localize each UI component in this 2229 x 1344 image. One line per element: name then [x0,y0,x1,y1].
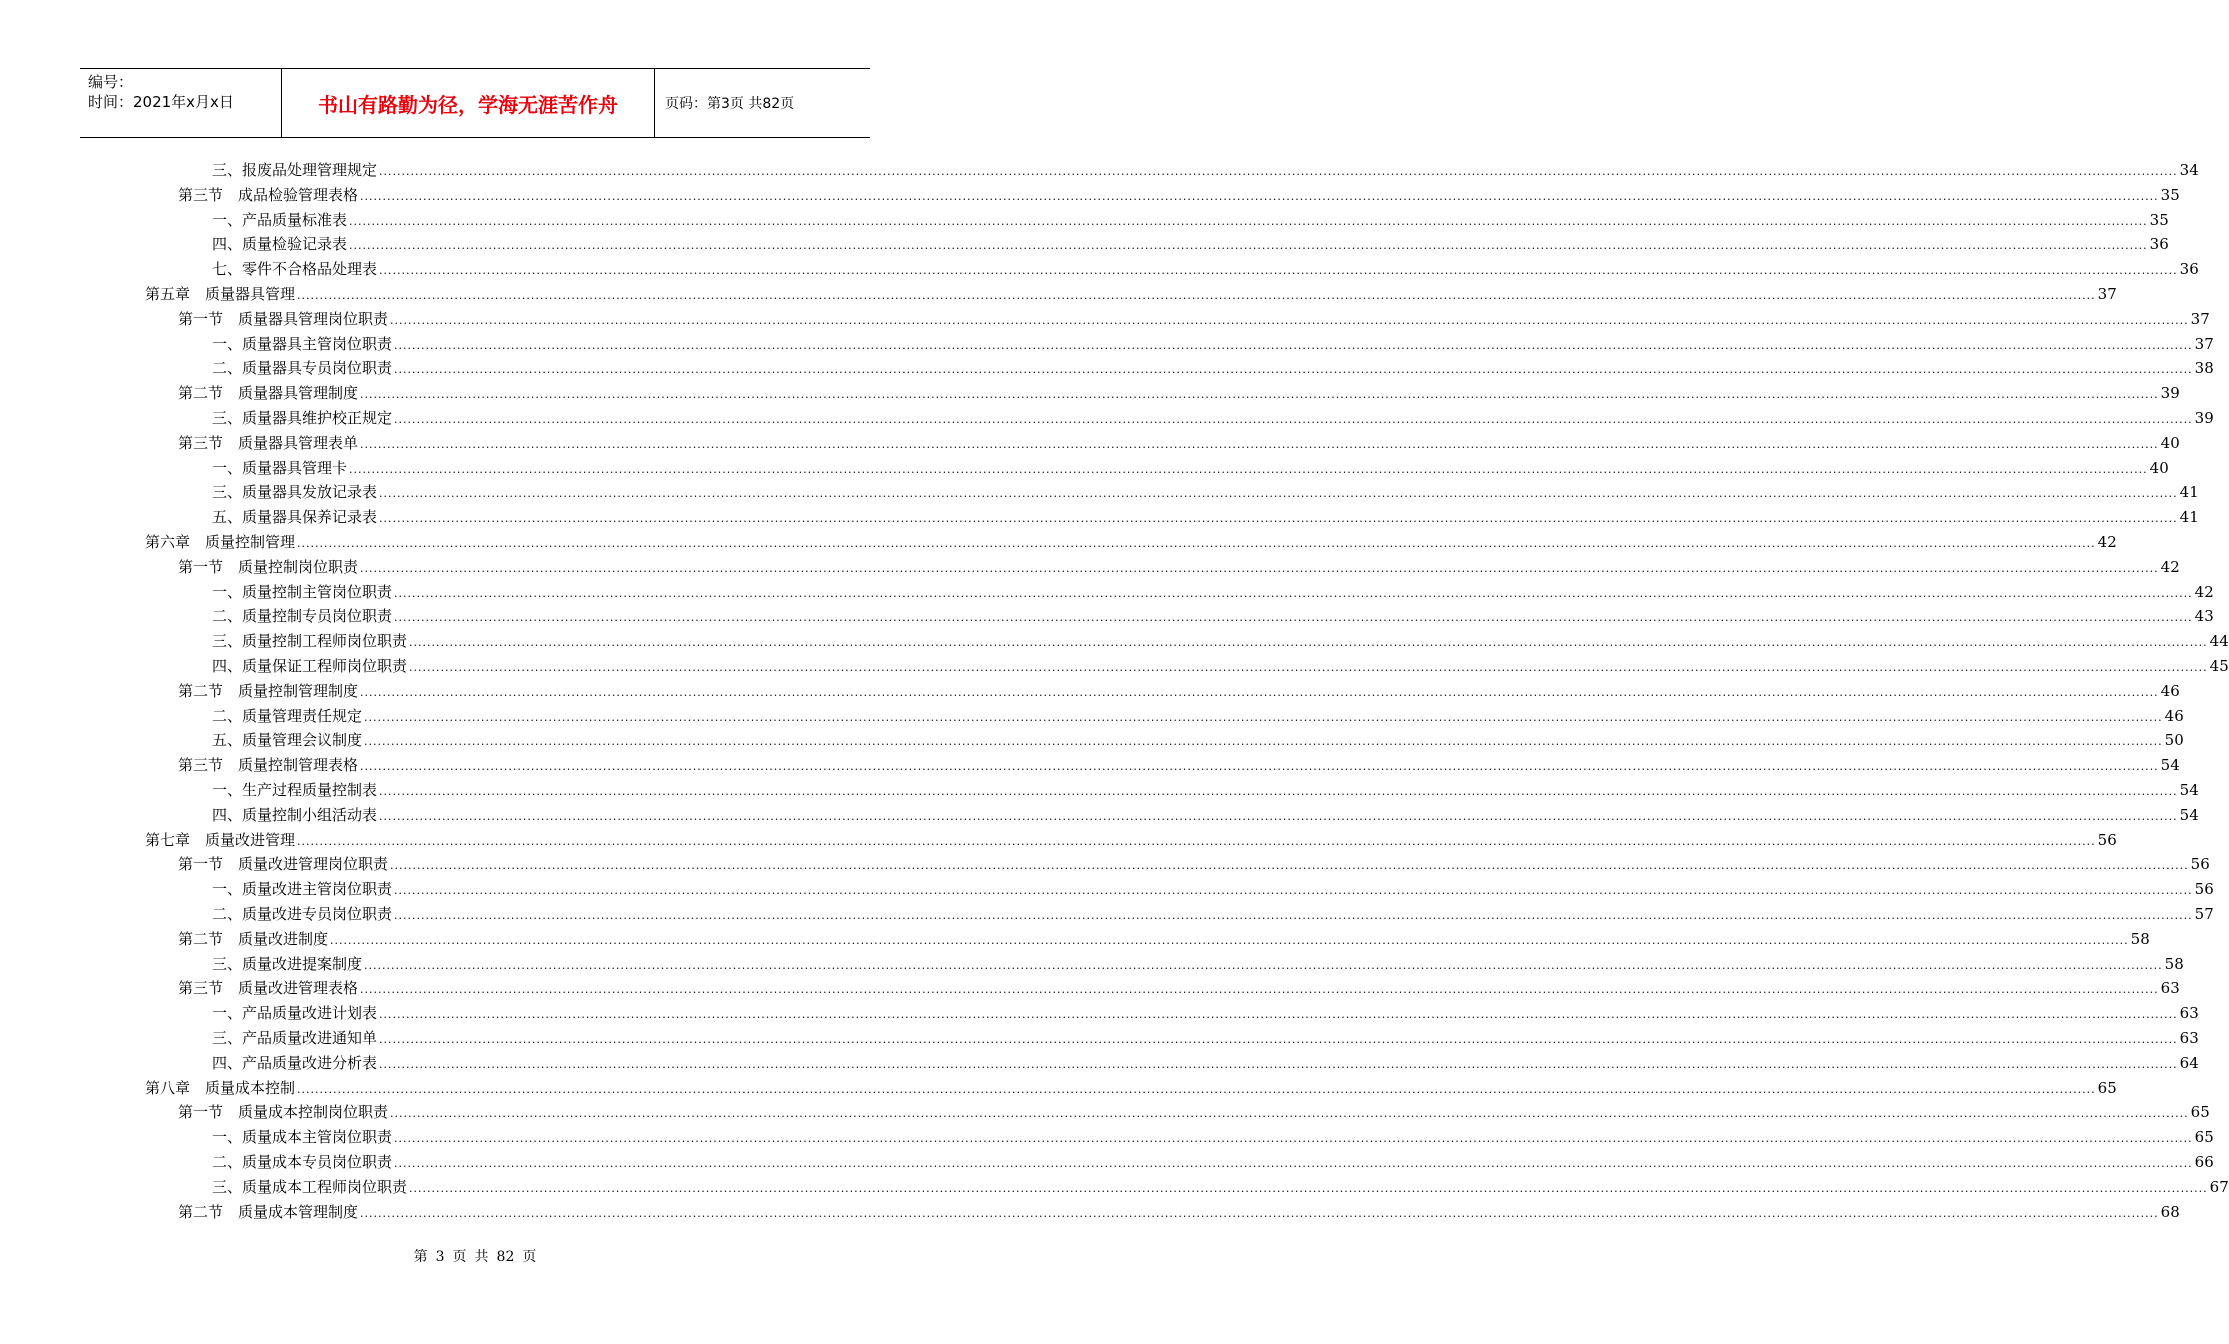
toc-entry-page: 43 [2194,607,2214,626]
toc-entry[interactable] [178,183,2180,208]
toc-dot-leader: ................................................................................................................................................................................................................................................................................................................................................................................................................ [349,214,2148,228]
page-footer [0,1246,950,1266]
toc-entry[interactable] [212,1150,2214,1175]
toc-entry[interactable] [212,208,2169,233]
toc-entry[interactable] [212,332,2214,357]
toc-entry-page: 44 [2209,632,2229,651]
footer-ye-2: 页 [522,1249,537,1265]
toc-entry-title: 一、质量改进主管岗位职责 [212,880,393,899]
toc-dot-leader: ................................................................................................................................................................................................................................................................................................................................................................................................................ [390,859,2189,873]
toc-entry[interactable] [212,877,2214,902]
toc-entry-page: 36 [2149,235,2169,254]
toc-entry[interactable] [178,852,2210,877]
toc-dot-leader: ................................................................................................................................................................................................................................................................................................................................................................................................................ [394,338,2193,352]
toc-entry-page: 63 [2179,1004,2199,1023]
toc-entry-page: 39 [2160,384,2180,403]
toc-entry[interactable] [178,555,2180,580]
toc-dot-leader: ................................................................................................................................................................................................................................................................................................................................................................................................................ [330,933,2129,947]
toc-dot-leader: ................................................................................................................................................................................................................................................................................................................................................................................................................ [394,413,2193,426]
toc-entry-title: 第五章 质量器具管理 [145,285,296,303]
toc-dot-leader: ................................................................................................................................................................................................................................................................................................................................................................................................................ [360,1206,2159,1220]
toc-entry-page: 65 [2194,1128,2214,1147]
toc-dot-leader: ................................................................................................................................................................................................................................................................................................................................................................................................................ [297,289,2096,302]
toc-dot-leader: ................................................................................................................................................................................................................................................................................................................................................................................................................ [360,189,2159,203]
toc-dot-leader: ................................................................................................................................................................................................................................................................................................................................................................................................................ [364,735,2163,749]
toc-dot-leader: ................................................................................................................................................................................................................................................................................................................................................................................................................ [360,561,2159,575]
toc-entry-title: 一、质量器具主管岗位职责 [212,334,393,353]
toc-entry[interactable] [212,1001,2199,1026]
toc-entry-title: 三、质量改进提案制度 [212,954,363,973]
toc-entry-page: 63 [2179,1029,2199,1047]
toc-entry[interactable] [178,927,2150,952]
toc-entry-title: 一、产品质量标准表 [212,210,348,229]
toc-entry[interactable] [145,530,2117,555]
toc-entry-page: 39 [2194,409,2214,427]
toc-entry-page: 45 [2209,657,2229,675]
toc-dot-leader: ................................................................................................................................................................................................................................................................................................................................................................................................................ [394,1157,2193,1170]
toc-dot-leader: ................................................................................................................................................................................................................................................................................................................................................................................................................ [360,685,2159,699]
toc-dot-leader: ................................................................................................................................................................................................................................................................................................................................................................................................................ [360,437,2159,451]
toc-entry[interactable] [212,257,2199,282]
footer-gong: 共 [474,1249,489,1265]
toc-entry-page: 40 [2160,433,2180,452]
header-time-label: 时间：2021年x月x日 [88,93,234,111]
toc-dot-leader: ................................................................................................................................................................................................................................................................................................................................................................................................................ [394,363,2193,377]
toc-dot-leader: ................................................................................................................................................................................................................................................................................................................................................................................................................ [379,809,2178,823]
toc-dot-leader: ................................................................................................................................................................................................................................................................................................................................................................................................................ [297,1082,2096,1096]
footer-total-pages: 82 [496,1249,515,1265]
toc-entry-page: 42 [2097,533,2117,551]
toc-entry-title: 第二节 质量器具管理制度 [178,384,359,403]
header-motto: 书山有路勤为径，学海无涯苦作舟 [282,69,655,137]
toc-entry-page: 63 [2160,979,2180,998]
toc-entry-page: 37 [2097,285,2117,303]
toc-entry-page: 67 [2209,1177,2229,1196]
toc-entry-page: 54 [2179,805,2199,824]
footer-page-number: 3 [435,1249,445,1265]
toc-entry-title: 三、质量器具维护校正规定 [212,409,393,427]
toc-entry-page: 64 [2179,1053,2199,1072]
toc-entry-title: 第八章 质量成本控制 [145,1078,296,1097]
toc-entry-title: 一、质量成本主管岗位职责 [212,1128,393,1147]
toc-entry-page: 50 [2164,731,2184,750]
toc-entry-page: 56 [2194,880,2214,899]
toc-entry[interactable] [212,480,2199,505]
toc-dot-leader: ................................................................................................................................................................................................................................................................................................................................................................................................................ [379,1033,2178,1046]
toc-entry-page: 46 [2164,706,2184,725]
toc-dot-leader: ................................................................................................................................................................................................................................................................................................................................................................................................................ [379,487,2178,501]
toc-entry[interactable] [212,604,2214,629]
toc-dot-leader: ................................................................................................................................................................................................................................................................................................................................................................................................................ [297,537,2096,550]
toc-dot-leader: ................................................................................................................................................................................................................................................................................................................................................................................................................ [394,909,2193,922]
toc-entry-title: 二、质量成本专员岗位职责 [212,1153,393,1171]
toc-entry-page: 57 [2194,905,2214,923]
toc-entry-title: 第三节 质量器具管理表单 [178,433,359,452]
toc-entry[interactable] [212,158,2199,183]
toc-dot-leader: ................................................................................................................................................................................................................................................................................................................................................................................................................ [360,388,2159,402]
toc-entry[interactable] [212,1125,2214,1150]
toc-dot-leader: ................................................................................................................................................................................................................................................................................................................................................................................................................ [349,462,2148,476]
toc-entry-page: 65 [2190,1103,2210,1122]
toc-entry-title: 第二节 质量改进制度 [178,929,329,948]
toc-entry-page: 36 [2179,260,2199,279]
toc-entry[interactable] [178,679,2180,704]
toc-dot-leader: ................................................................................................................................................................................................................................................................................................................................................................................................................ [379,1008,2178,1022]
toc-entry-title: 第一节 质量器具管理岗位职责 [178,309,389,328]
toc-entry[interactable] [145,1076,2117,1101]
toc-entry-title: 第三节 成品检验管理表格 [178,185,359,204]
toc-dot-leader: ................................................................................................................................................................................................................................................................................................................................................................................................................ [394,884,2193,898]
toc-entry-title: 一、产品质量改进计划表 [212,1004,378,1023]
toc-dot-leader: ................................................................................................................................................................................................................................................................................................................................................................................................................ [394,1132,2193,1146]
toc-entry[interactable] [178,381,2180,406]
toc-entry-title: 三、产品质量改进通知单 [212,1029,378,1047]
toc-entry[interactable] [212,654,2229,679]
toc-entry-page: 41 [2179,483,2199,502]
toc-entry[interactable] [212,456,2169,481]
toc-entry[interactable] [145,282,2117,307]
toc-entry-page: 54 [2179,781,2199,799]
toc-entry[interactable] [212,232,2169,257]
toc-entry-page: 35 [2160,185,2180,204]
toc-entry[interactable] [212,356,2214,381]
toc-entry-title: 第一节 质量改进管理岗位职责 [178,855,389,874]
toc-entry[interactable] [212,505,2199,530]
toc-entry-page: 56 [2190,855,2210,874]
toc-dot-leader: ................................................................................................................................................................................................................................................................................................................................................................................................................ [390,313,2189,327]
header-meta [80,69,282,137]
toc-entry-title: 四、质量检验记录表 [212,235,348,254]
toc-dot-leader: ................................................................................................................................................................................................................................................................................................................................................................................................................ [360,760,2159,774]
toc-entry[interactable] [212,406,2214,431]
toc-entry[interactable] [212,778,2199,803]
toc-entry-title: 一、生产过程质量控制表 [212,781,378,799]
page-header [80,68,870,138]
toc-entry[interactable] [212,803,2199,828]
toc-entry-title: 三、质量器具发放记录表 [212,483,378,502]
toc-entry[interactable] [212,580,2214,605]
toc-dot-leader: ................................................................................................................................................................................................................................................................................................................................................................................................................ [379,264,2178,278]
toc-entry[interactable] [212,704,2184,729]
toc-dot-leader: ................................................................................................................................................................................................................................................................................................................................................................................................................ [379,512,2178,526]
toc-entry-title: 第六章 质量控制管理 [145,533,296,551]
toc-entry-page: 37 [2190,309,2210,328]
toc-entry[interactable] [212,728,2184,753]
toc-entry-title: 五、质量管理会议制度 [212,731,363,750]
toc-entry-title: 二、质量器具专员岗位职责 [212,359,393,378]
toc-dot-leader: ................................................................................................................................................................................................................................................................................................................................................................................................................ [409,661,2208,674]
toc-entry[interactable] [178,431,2180,456]
toc-entry[interactable] [212,1175,2229,1200]
toc-dot-leader: ................................................................................................................................................................................................................................................................................................................................................................................................................ [379,785,2178,798]
toc-entry-title: 二、质量改进专员岗位职责 [212,905,393,923]
toc-entry-title: 三、质量控制工程师岗位职责 [212,632,408,651]
toc-entry-page: 58 [2164,954,2184,973]
toc-entry[interactable] [145,828,2117,853]
toc-entry-title: 二、质量管理责任规定 [212,706,363,725]
toc-entry-page: 54 [2160,756,2180,775]
toc-dot-leader: ................................................................................................................................................................................................................................................................................................................................................................................................................ [297,834,2096,848]
toc-entry[interactable] [178,753,2180,778]
toc-entry[interactable] [212,629,2229,654]
toc-entry-title: 第一节 质量成本控制岗位职责 [178,1103,389,1122]
toc-entry-title: 四、产品质量改进分析表 [212,1053,378,1072]
toc-dot-leader: ................................................................................................................................................................................................................................................................................................................................................................................................................ [409,636,2208,650]
toc-entry-title: 一、质量器具管理卡 [212,458,348,477]
toc-entry-page: 66 [2194,1153,2214,1171]
toc-entry-page: 38 [2194,359,2214,378]
toc-dot-leader: ................................................................................................................................................................................................................................................................................................................................................................................................................ [360,983,2159,997]
toc-entry-page: 65 [2097,1078,2117,1097]
toc-entry[interactable] [178,307,2210,332]
toc-entry-title: 第二节 质量成本管理制度 [178,1202,359,1221]
toc-entry-title: 四、质量保证工程师岗位职责 [212,657,408,675]
toc-entry[interactable] [178,976,2180,1001]
toc-entry-page: 37 [2194,334,2214,353]
toc-entry-title: 第三节 质量改进管理表格 [178,979,359,998]
toc-entry-page: 35 [2149,210,2169,229]
toc-entry-page: 40 [2149,458,2169,477]
toc-entry-page: 42 [2160,557,2180,576]
toc-entry-title: 第三节 质量控制管理表格 [178,756,359,775]
footer-di: 第 [413,1249,428,1265]
toc-entry-title: 三、质量成本工程师岗位职责 [212,1177,408,1196]
header-number-label: 编号： [88,73,134,91]
toc-dot-leader: ................................................................................................................................................................................................................................................................................................................................................................................................................ [390,1107,2189,1121]
toc-dot-leader: ................................................................................................................................................................................................................................................................................................................................................................................................................ [349,239,2148,253]
toc-entry-page: 46 [2160,681,2180,700]
toc-entry-title: 四、质量控制小组活动表 [212,805,378,824]
toc-dot-leader: ................................................................................................................................................................................................................................................................................................................................................................................................................ [364,958,2163,972]
toc-entry-title: 一、质量控制主管岗位职责 [212,582,393,601]
toc-dot-leader: ................................................................................................................................................................................................................................................................................................................................................................................................................ [379,165,2178,178]
toc-entry[interactable] [212,1026,2199,1051]
toc-entry-title: 七、零件不合格品处理表 [212,260,378,279]
toc-entry-page: 56 [2097,830,2117,849]
header-page-label: 页码：第3页 共82页 [665,96,795,112]
toc-entry-title: 第二节 质量控制管理制度 [178,681,359,700]
footer-ye: 页 [452,1249,467,1265]
toc-dot-leader: ................................................................................................................................................................................................................................................................................................................................................................................................................ [409,1181,2208,1195]
toc-entry-page: 41 [2179,508,2199,527]
toc-dot-leader: ................................................................................................................................................................................................................................................................................................................................................................................................................ [364,710,2163,724]
toc-entry-title: 第一节 质量控制岗位职责 [178,557,359,576]
toc-entry-title: 二、质量控制专员岗位职责 [212,607,393,626]
toc-entry-title: 五、质量器具保养记录表 [212,508,378,527]
toc-entry[interactable] [212,952,2184,977]
toc-entry-page: 58 [2130,929,2150,948]
toc-entry-page: 34 [2179,161,2199,179]
toc-dot-leader: ................................................................................................................................................................................................................................................................................................................................................................................................................ [394,611,2193,625]
toc-entry[interactable] [212,1051,2199,1076]
toc-entry[interactable] [212,902,2214,927]
toc-dot-leader: ................................................................................................................................................................................................................................................................................................................................................................................................................ [394,586,2193,600]
toc-entry[interactable] [178,1200,2180,1225]
toc-dot-leader: ................................................................................................................................................................................................................................................................................................................................................................................................................ [379,1057,2178,1071]
toc-entry[interactable] [178,1100,2210,1125]
toc-entry-title: 第七章 质量改进管理 [145,830,296,849]
toc-entry-page: 68 [2160,1202,2180,1221]
toc-entry-page: 42 [2194,582,2214,601]
toc-entry-title: 三、报废品处理管理规定 [212,161,378,179]
